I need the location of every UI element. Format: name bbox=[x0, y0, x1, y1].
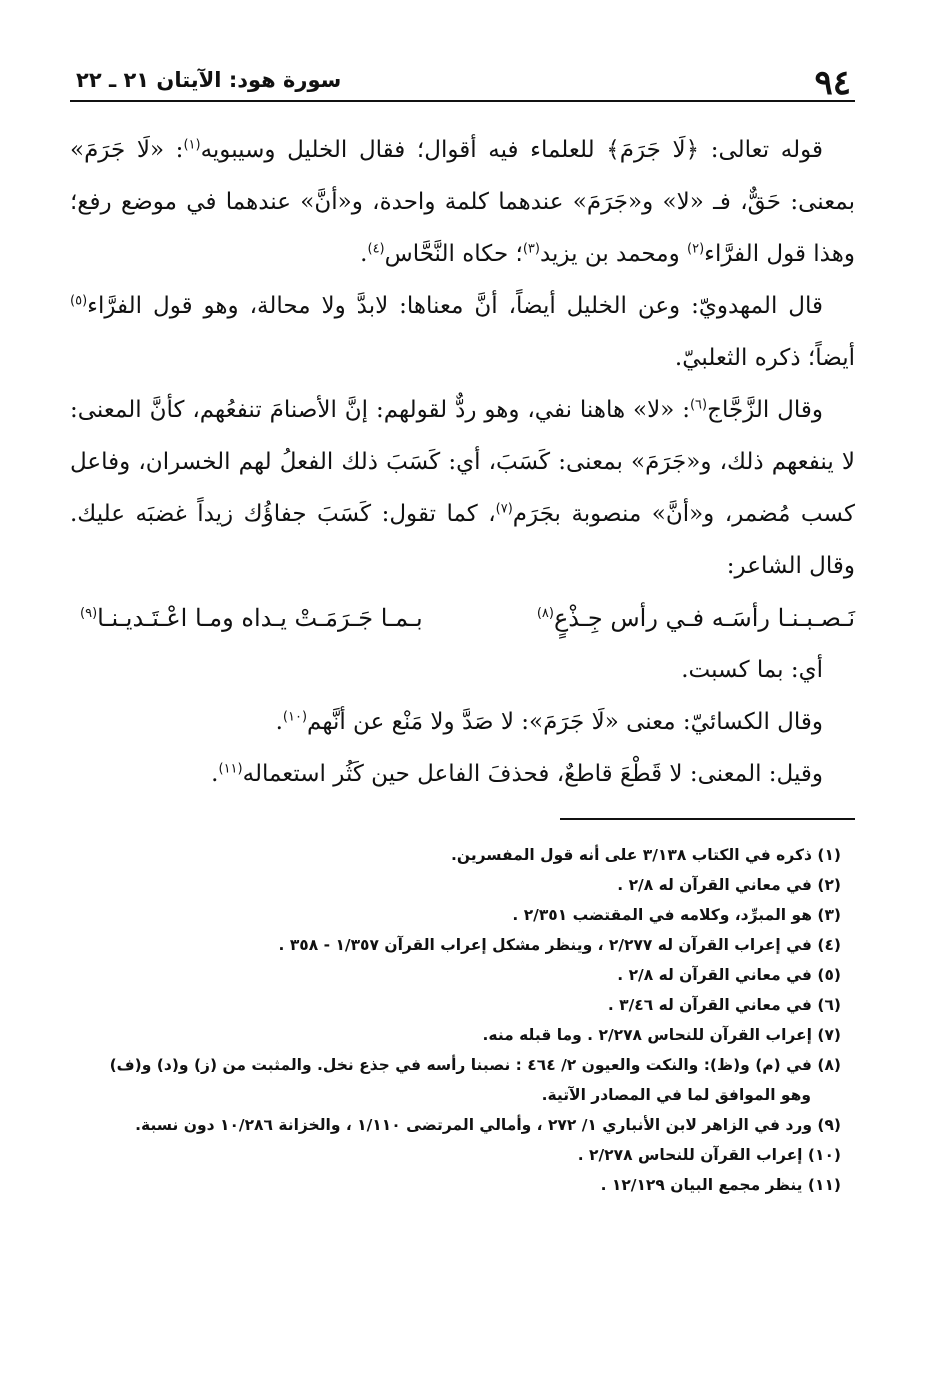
footnote-ref: (١١) bbox=[218, 761, 243, 777]
footnote-ref: (١) bbox=[183, 137, 201, 153]
footnote-8: (٨) في (م) و(ظ): والنكت والعيون ٢/ ٤٦٤ : نصبنا رأسه في جذع نخل. والمثبت من (ز) و(د) و(ف) bbox=[109, 1056, 841, 1074]
footnote-ref: (٩) bbox=[80, 606, 98, 621]
paragraph-1: قوله تعالى: ﴿لَا جَرَمَ﴾ للعلماء فيه أقوال؛ فقال الخليل وسيبويه$^{(١)}$: «لَا جَرَمَ» بمعنى: حَقٌّ، فـ «لا» و«جَرَمَ» عندهما كلمة واحدة، و«أنَّ» عندهما في موضع رفع؛ وهذا قول الفرَّاء$^{(٢)}$ ومحمد بن يزيد$^{(٣)}$؛ حكاه النَّحَّاس$^{(٤)}$. bbox=[70, 137, 855, 267]
footnote-2: (٢) في معاني القرآن له ٢/٨ . bbox=[617, 876, 841, 894]
verse-first-hemistich: نَـصـبـنـا رأسَـه فـي رأس جِـذْعٍ$^{(٨)}$ bbox=[536, 604, 855, 632]
footnote-10: (١٠) إعراب القرآن للنحاس ٢/٢٧٨ . bbox=[577, 1146, 841, 1164]
main-text bbox=[70, 124, 855, 800]
footnote-11: (١١) ينظر مجمع البيان ١٢/١٢٩ . bbox=[600, 1176, 841, 1194]
footnotes bbox=[70, 840, 855, 1200]
footnote-ref: (٣) bbox=[522, 241, 540, 257]
paragraph-4: أي: بما كسبت. bbox=[681, 657, 823, 683]
footnote-ref: (٥) bbox=[70, 293, 88, 309]
paragraph-6: وقيل: المعنى: لا قَطْعَ قاطعٌ، فحذفَ الفاعل حين كَثُر استعماله$^{(١١)}$. bbox=[211, 761, 823, 787]
poetry-verse bbox=[70, 592, 855, 644]
footnote-ref: (٧) bbox=[495, 501, 513, 517]
running-title: سورة هود: الآيتان ٢١ ـ ٢٢ bbox=[76, 68, 342, 92]
page-header bbox=[70, 60, 855, 102]
paragraph-3: وقال الزَّجَّاج$^{(٦)}$: «لا» هاهنا نفي، وهو ردٌّ لقولهم: إنَّ الأصنامَ تنفعُهم، كأنَّ المعنى: لا ينفعهم ذلك، و«جَرَمَ» بمعنى: كَسَبَ، أي: كَسَبَ ذلك الفعلُ لهم الخسران، وفاعل كسب مُضمر، و«أنَّ» منصوبة بجَرَم$^{(٧)}$، كما تقول: كَسَبَ جفاؤُك زيداً غضبَه عليك. وقال الشاعر: bbox=[70, 397, 855, 579]
footnote-8-continued: وهو الموافق لما في المصادر الآتية. bbox=[541, 1086, 811, 1104]
footnote-ref: (٤) bbox=[367, 241, 385, 257]
footnote-7: (٧) إعراب القرآن للنحاس ٢/٢٧٨ . وما قبله منه. bbox=[482, 1026, 841, 1044]
footnote-4: (٤) في إعراب القرآن له ٢/٢٧٧ ، وينظر مشكل إعراب القرآن ١/٣٥٧ - ٣٥٨ . bbox=[278, 936, 841, 954]
paragraph-2: قال المهدويّ: وعن الخليل أيضاً، أنَّ معناها: لابدَّ ولا محالة، وهو قول الفرَّاء$^{(٥)}$ أيضاً؛ ذكره الثعلبيّ. bbox=[70, 293, 855, 371]
document-page bbox=[70, 60, 855, 1200]
page-number: ٩٤ bbox=[814, 63, 851, 103]
footnote-3: (٣) هو المبرِّد، وكلامه في المقتضب ٢/٣٥١ . bbox=[512, 906, 841, 924]
footnote-ref: (٢) bbox=[687, 241, 705, 257]
footnote-ref: (١٠) bbox=[282, 709, 308, 725]
footnote-9: (٩) ورد في الزاهر لابن الأنباري ١/ ٢٧٢ ، وأمالي المرتضى ١/١١٠ ، والخزانة ١٠/٢٨٦ دون نسبة. bbox=[135, 1116, 841, 1134]
footnote-ref: (٦) bbox=[689, 397, 708, 413]
footnote-5: (٥) في معاني القرآن له ٢/٨ . bbox=[617, 966, 841, 984]
footnote-6: (٦) في معاني القرآن له ٣/٤٦ . bbox=[607, 996, 841, 1014]
footnote-1: (١) ذكره في الكتاب ٣/١٣٨ على أنه قول المفسرين. bbox=[450, 846, 841, 864]
footnote-ref: (٨) bbox=[536, 606, 554, 621]
verse-second-hemistich: بـمـا جَـرَمَـتْ يـداه ومـا اعْـتَـديـنـا$^{(٩)}$ bbox=[80, 604, 423, 632]
footnote-separator bbox=[560, 818, 855, 820]
paragraph-5: وقال الكسائيّ: معنى «لَا جَرَمَ»: لا صَدَّ ولا مَنْع عن أنَّهم$^{(١٠)}$. bbox=[275, 709, 823, 735]
